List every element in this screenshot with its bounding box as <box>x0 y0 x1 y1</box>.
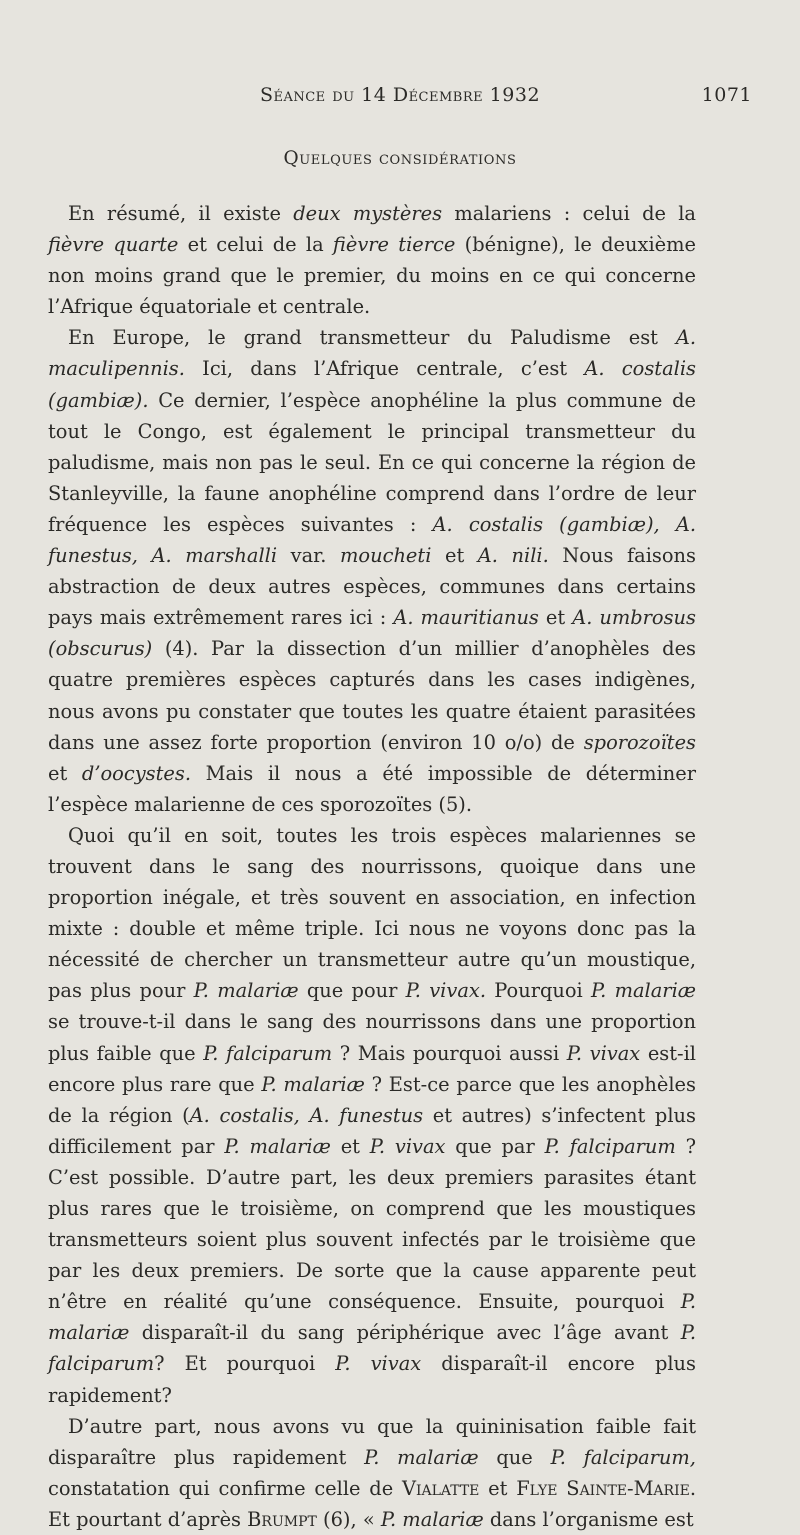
text-run: Ici, dans l’Afrique centrale, c’est <box>184 357 585 381</box>
text-run: D’autre part, nous avons vu que la quininisation faible fait disparaître plus rapidement <box>48 1414 696 1469</box>
text-run: disparaît-il du sang périphérique avec l’âge avant <box>129 1321 681 1345</box>
italic-text: P. malariæ <box>224 1134 331 1158</box>
text-run: En Europe, le grand transmetteur du Paludisme est <box>68 326 676 350</box>
italic-text: P. malariæ <box>193 979 299 1003</box>
text-run: (bénigne), le deuxième non moins grand que le premier, du moins en ce qui concerne l’Afrique équatoriale et centrale. <box>48 233 696 319</box>
italic-text: A. costalis, A. funestus <box>189 1103 424 1127</box>
italic-text: P. malariæ <box>261 1072 365 1096</box>
author-name: Flye Sainte-Marie. <box>516 1476 696 1500</box>
text-run: que <box>478 1445 551 1469</box>
text-run: Quoi qu’il en soit, toutes les trois espèces malariennes se trouvent dans le sang des nourrissons, quoique dans une proportion inégale, et très souvent en association, en infection mixte : double et même triple. Ici nous ne voyons donc pas la nécessité de chercher un transmetteur autre qu’un moustique, pas plus pour <box>48 823 696 1003</box>
italic-text: deux mystères <box>293 202 443 225</box>
text-run: ? Et pourquoi <box>154 1352 336 1376</box>
author-name: Brumpt <box>247 1507 317 1531</box>
text-run: (4). Par la dissection d’un millier d’anophèles des quatre premières espèces capturés dans les cases indigènes, nous avons pu constater que toutes les quatre étaient parasitées dans une assez forte proportion (environ 10 o/o) de <box>48 637 696 754</box>
text-run: est-il encore plus rare que <box>48 1041 696 1096</box>
italic-text: P. malariæ <box>48 1290 696 1345</box>
text-run: et <box>330 1134 370 1158</box>
italic-text: P. falciparum <box>48 1321 696 1376</box>
body-text <box>48 198 696 1535</box>
italic-text: A. costalis (gambiæ), A. funestus, A. marshalli <box>48 512 696 568</box>
italic-text: P. falciparum <box>203 1041 333 1065</box>
italic-text: A. costalis (gambiæ). <box>48 357 696 412</box>
text-run: et <box>479 1476 517 1500</box>
italic-text: P. falciparum <box>544 1134 676 1158</box>
text-run: (6), « <box>316 1507 381 1531</box>
author-name: Vialatte <box>401 1476 480 1500</box>
paragraph <box>48 1411 696 1535</box>
text-run: et autres) s’infectent plus difficilement par <box>48 1103 696 1158</box>
header-title: Séance du 14 Décembre 1932 <box>259 84 541 106</box>
text-run: ? Mais pourquoi aussi <box>332 1041 567 1065</box>
italic-text: P. vivax <box>369 1134 446 1158</box>
italic-text: fièvre tierce <box>332 233 456 257</box>
text-run: malariens : celui de la <box>442 202 696 225</box>
text-run: Pourquoi <box>486 979 592 1003</box>
italic-text: A. nili. <box>477 544 549 568</box>
italic-text: P. malariæ <box>591 979 696 1003</box>
italic-text: P. vivax. <box>405 979 486 1003</box>
italic-text: P. vivax <box>566 1041 641 1065</box>
text-run: constatation qui confirme celle de <box>48 1476 402 1500</box>
italic-text: A. maculipennis. <box>48 326 696 381</box>
italic-text: A. umbrosus (obscurus) <box>48 606 696 661</box>
italic-text: P. falciparum, <box>550 1445 696 1469</box>
text-run: dans l’organisme est <box>483 1507 694 1531</box>
text-run: et <box>431 544 478 568</box>
text-run: Mais il nous a été impossible de déterminer l’espèce malarienne de ces sporozoïtes (5). <box>48 761 696 816</box>
paragraph <box>48 322 696 820</box>
text-run: ? Est-ce parce que les anophèles de la région ( <box>48 1072 696 1127</box>
paragraph <box>48 198 696 322</box>
italic-text: P. malariæ <box>364 1445 479 1469</box>
italic-text: P. vivax <box>335 1352 422 1376</box>
text-run: que par <box>445 1134 545 1158</box>
italic-text: P. malariæ <box>380 1507 484 1531</box>
italic-text: moucheti <box>340 544 432 568</box>
text-run: se trouve-t-il dans le sang des nourrissons dans une proportion plus faible que <box>48 1010 696 1065</box>
italic-text: A. mauritianus <box>393 606 539 630</box>
text-run: disparaît-il encore plus rapidement? <box>48 1352 696 1407</box>
running-header <box>48 84 752 114</box>
text-run: Et pourtant d’après <box>48 1507 248 1531</box>
text-run: En résumé, il existe <box>68 202 294 225</box>
text-run: var. <box>277 544 341 568</box>
text-run: que pour <box>298 979 406 1003</box>
paragraph <box>48 820 696 1411</box>
text-run: et <box>538 606 573 630</box>
page-number: 1071 <box>701 84 752 106</box>
text-run: Nous faisons abstraction de deux autres espèces, communes dans certains pays mais extrêmement rares ici : <box>48 544 696 630</box>
text-run: Ce dernier, l’espèce anophéline la plus commune de tout le Congo, est également le principal transmetteur du paludisme, mais non pas le seul. En ce qui concerne la région de Stanleyville, la faune anophéline comprend dans l’ordre de leur fréquence les espèces suivantes : <box>48 388 696 536</box>
italic-text: sporozoïtes <box>583 730 696 754</box>
italic-text: d’oocystes. <box>81 761 191 785</box>
text-run: et celui de la <box>178 233 333 257</box>
italic-text: fièvre quarte <box>48 233 179 257</box>
text-run: et <box>48 761 82 785</box>
section-title: Quelques considérations <box>283 148 517 169</box>
text-run: ? C’est possible. D’autre part, les deux premiers parasites étant plus rares que le troisième, on comprend que les moustiques transmetteurs soient plus souvent infectés par le troisième que par les deux premiers. De sorte que la cause apparente peut n’être en réalité qu’une conséquence. Ensuite, pourquoi <box>48 1134 696 1314</box>
